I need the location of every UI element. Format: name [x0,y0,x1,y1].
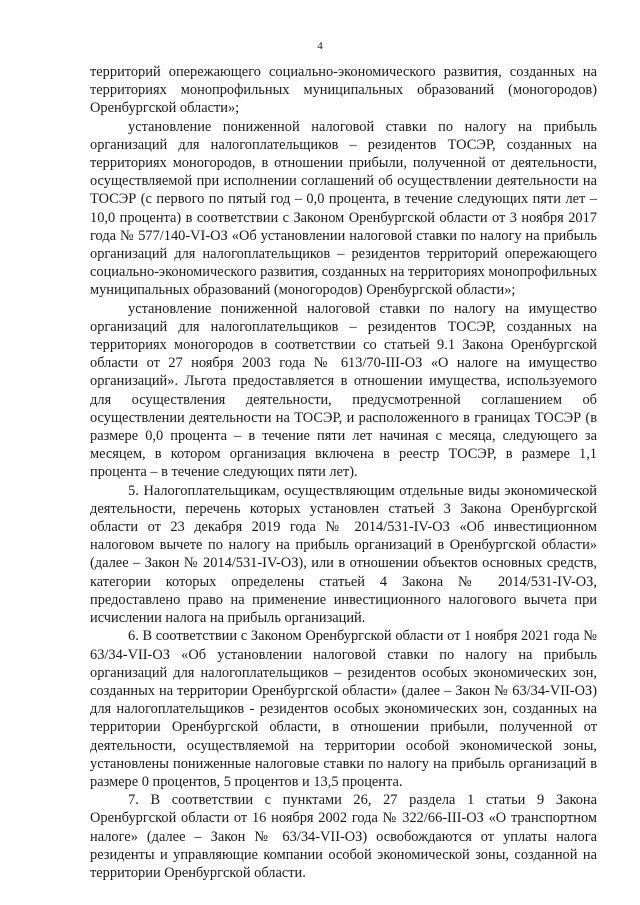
paragraph-item-6: 6. В соответствии с Законом Оренбургской области от 1 ноября 2021 года № 63/34-VII-ОЗ «Об установлении налоговой ставки по налогу на прибыль организаций для налогоплательщиков – резидентов особых экономических зон, созданных на территории Оренбургской области» (далее – Закон № 63/34-VII-ОЗ) для налогоплательщиков - резидентов особых экономических зон, созданных на территории Оренбургской области, в отношении прибыли, полученной от деятельности, осуществляемой на территории особой экономической зоны, установлены пониженные налоговые ставки по налогу на прибыль организаций в размере 0 процентов, 5 процентов и 13,5 процента. [90,628,597,790]
paragraph-item-7: 7. В соответствии с пунктами 26, 27 раздела 1 статьи 9 Закона Оренбургской области от 16 ноября 2002 года № 322/66-III-ОЗ «О транспортном налоге» (далее – Закон № 63/34-VII-ОЗ) освобождаются от уплаты налога резиденты и управляющие компании особой экономической зоны, созданной на территории Оренбургской области. [90,792,597,881]
paragraph-continuation: территорий опережающего социально-экономического развития, созданных на территориях монопрофильных муниципальных образований (моногородов) Оренбургской области»; [90,64,597,117]
page-number: 4 [317,40,323,52]
paragraph-item-5: 5. Налогоплательщикам, осуществляющим отдельные виды экономической деятельности, перечень которых установлен статьей 3 Закона Оренбургской области от 23 декабря 2019 года № 2014/531-IV-ОЗ «Об инвестиционном налоговом вычете по налогу на прибыль организаций в Оренбургской области» (далее – Закон № 2014/531-IV-ОЗ), или в отношении объектов основных средств, категории которых определены статьей 4 Закона № 2014/531-IV-ОЗ, предоставлено право на применение инвестиционного налогового вычета при исчислении налога на прибыль организаций. [90,482,597,627]
paragraph-profit-tax-tosed: установление пониженной налоговой ставки по налогу на прибыль организаций для налогоплательщиков – резидентов ТОСЭР, созданных на территориях моногородов, в отношении прибыли, полученной от деятельности, осуществляемой при исполнении соглашений об осуществлении деятельности на ТОСЭР (с первого по пятый год – 0,0 процента, в течение следующих пяти лет – 10,0 процента) в соответствии с Законом Оренбургской области от 3 ноября 2017 года № 577/140-VI-ОЗ «Об установлении налоговой ставки по налогу на прибыль организаций для налогоплательщиков – резидентов территорий опережающего социально-экономического развития, созданных на территориях монопрофильных муниципальных образований (моногородов) Оренбургской области»; [90,118,597,299]
paragraph-property-tax-tosed: установление пониженной налоговой ставки по налогу на имущество организаций для налогоплательщиков – резидентов ТОСЭР, созданных на территориях моногородов в соответствии со статьей 9.1 Закона Оренбургской области от 27 ноября 2003 года № 613/70-III-ОЗ «О налоге на имущество организаций». Льгота предоставляется в отношении имущества, используемого для осуществления деятельности, предусмотренной соглашением об осуществлении деятельности на ТОСЭР, и расположенного в границах ТОСЭР (в размере 0,0 процента – в течение пяти лет начиная с месяца, следующего за месяцем, в котором организация включена в реестр ТОСЭР, в размере 1,1 процента – в течение следующих пяти лет). [90,300,597,481]
document-body [90,63,597,882]
